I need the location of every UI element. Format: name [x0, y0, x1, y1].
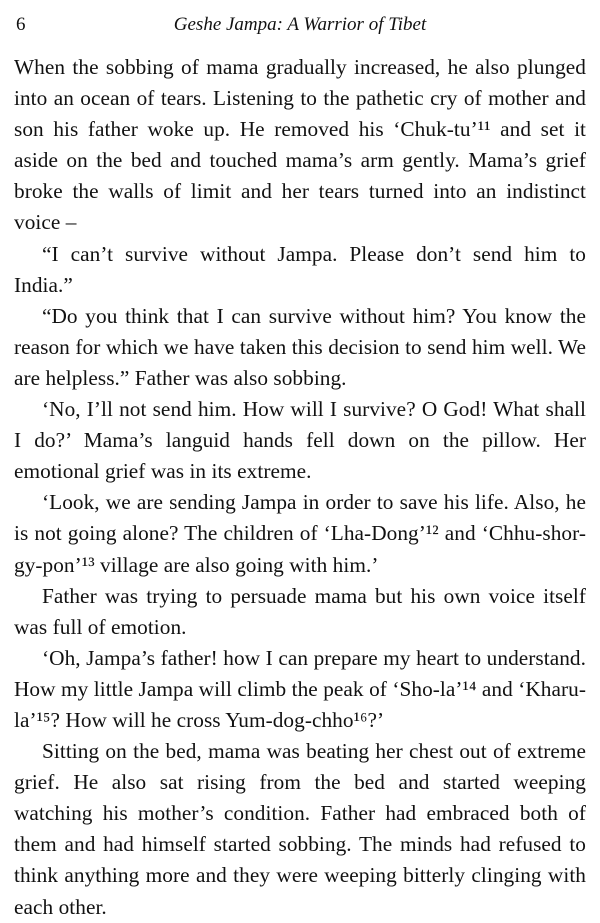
paragraph: Father was trying to persuade mama but his own voice itself was full of emotion.: [14, 583, 586, 639]
paragraph: Sitting on the bed, mama was beating her chest out of extreme grief. He also sat rising from the bed and started weeping watching his mother’s condition. Father had embraced both of them and had himself started sobbing. The minds had refused to think anything more and they were weeping bitterly clinging with each other.: [14, 739, 586, 919]
paragraph: ‘Look, we are sending Jampa in order to save his life. Also, he is not going alone? The children of ‘Lha-Dong’¹² and ‘Chhu-shor-gy-pon’¹³ village are also going with him.’: [14, 490, 586, 577]
running-title: Geshe Jampa: A Warrior of Tibet: [173, 14, 427, 35]
body-text: [14, 52, 586, 923]
paragraph: ‘No, I’ll not send him. How will I survive? O God! What shall I do?’ Mama’s languid hands fell down on the pillow. Her emotional grief was in its extreme.: [14, 397, 586, 484]
paragraph: “Do you think that I can survive without him? You know the reason for which we have taken this decision to send him well. We are helpless.” Father was also sobbing.: [14, 303, 586, 390]
page-header: [14, 10, 586, 44]
paragraph: “I can’t survive without Jampa. Please don’t send him to India.”: [14, 241, 586, 297]
page-number: 6: [16, 14, 26, 35]
paragraph: When the sobbing of mama gradually increased, he also plunged into an ocean of tears. Listening to the pathetic cry of mother and son his father woke up. He removed his ‘Chuk-tu’¹¹ and set it aside on the bed and touched mama’s arm gently. Mama’s grief broke the walls of limit and her tears turned into an indistinct voice –: [14, 55, 586, 235]
paragraph: ‘Oh, Jampa’s father! how I can prepare my heart to understand. How my little Jampa will climb the peak of ‘Sho-la’¹⁴ and ‘Kharu-la’¹⁵? How will he cross Yum-dog-chho¹⁶?’: [14, 645, 586, 732]
